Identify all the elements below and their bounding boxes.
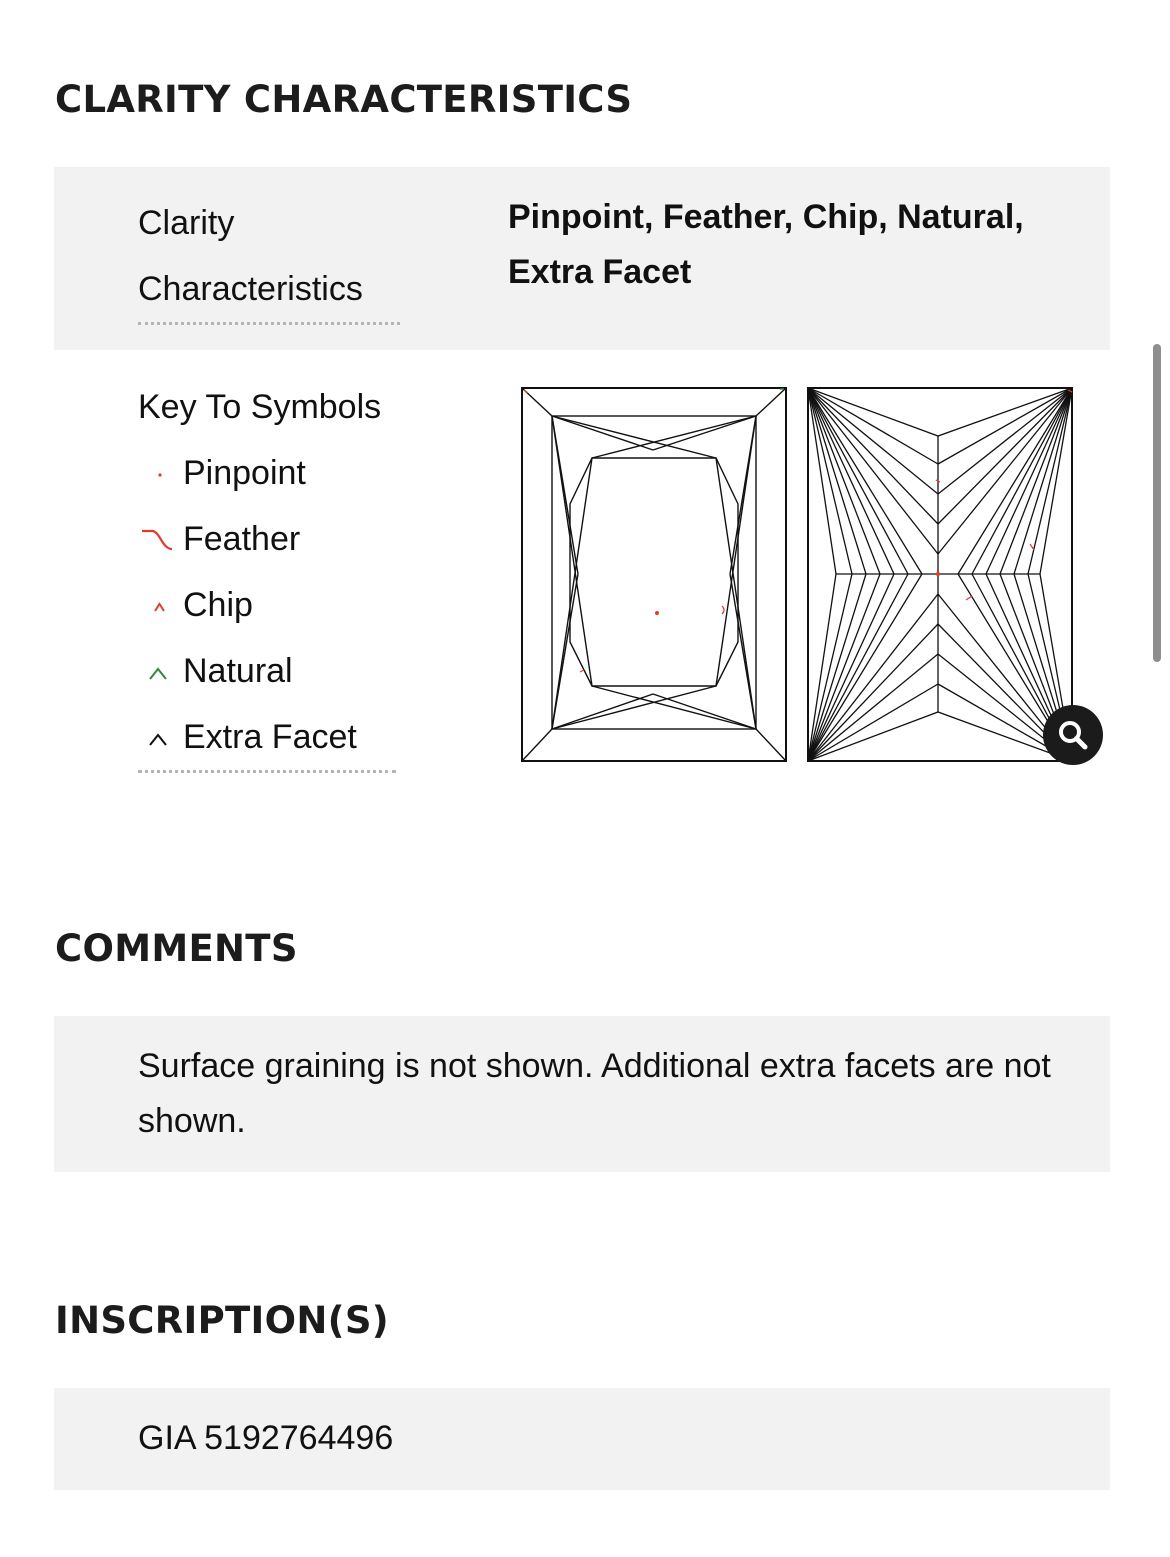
inscription-text: GIA 5192764496 [138,1419,394,1457]
key-item-label: Pinpoint [183,454,306,492]
clarity-label-line2: Characteristics [138,270,363,308]
key-item-label: Feather [183,520,301,558]
inscriptions-section-title: INSCRIPTION(S) [55,1299,390,1342]
key-to-symbols-title: Key To Symbols [138,388,382,426]
key-item-label: Extra Facet [183,718,357,756]
zoom-button[interactable] [1043,705,1103,765]
clarity-characteristics-value: Pinpoint, Feather, Chip, Natural, Extra Facet [508,198,1024,291]
crown-view-diagram [522,388,786,761]
chip-icon [138,572,183,638]
key-item-label: Chip [183,586,253,624]
key-to-symbols[interactable] [138,374,396,773]
key-item-label: Natural [183,652,293,690]
comments-section-title: COMMENTS [55,927,298,970]
scrollbar-thumb[interactable] [1153,344,1161,662]
extra-facet-icon [138,704,183,770]
key-item-natural [138,638,396,704]
feather-icon [138,506,183,572]
clarity-section-title: CLARITY CHARACTERISTICS [55,78,633,121]
clarity-plot-diagram[interactable] [518,384,1078,766]
clarity-label-line1: Clarity [138,204,235,242]
key-item-feather [138,506,396,572]
key-item-chip [138,572,396,638]
natural-icon [138,638,183,704]
key-item-pinpoint [138,440,396,506]
pinpoint-icon [138,440,183,506]
magnifier-icon [1043,705,1103,765]
key-item-extra-facet [138,704,396,770]
clarity-characteristics-label[interactable] [138,190,400,325]
comments-text: Surface graining is not shown. Additional extra facets are not shown. [138,1047,1051,1140]
